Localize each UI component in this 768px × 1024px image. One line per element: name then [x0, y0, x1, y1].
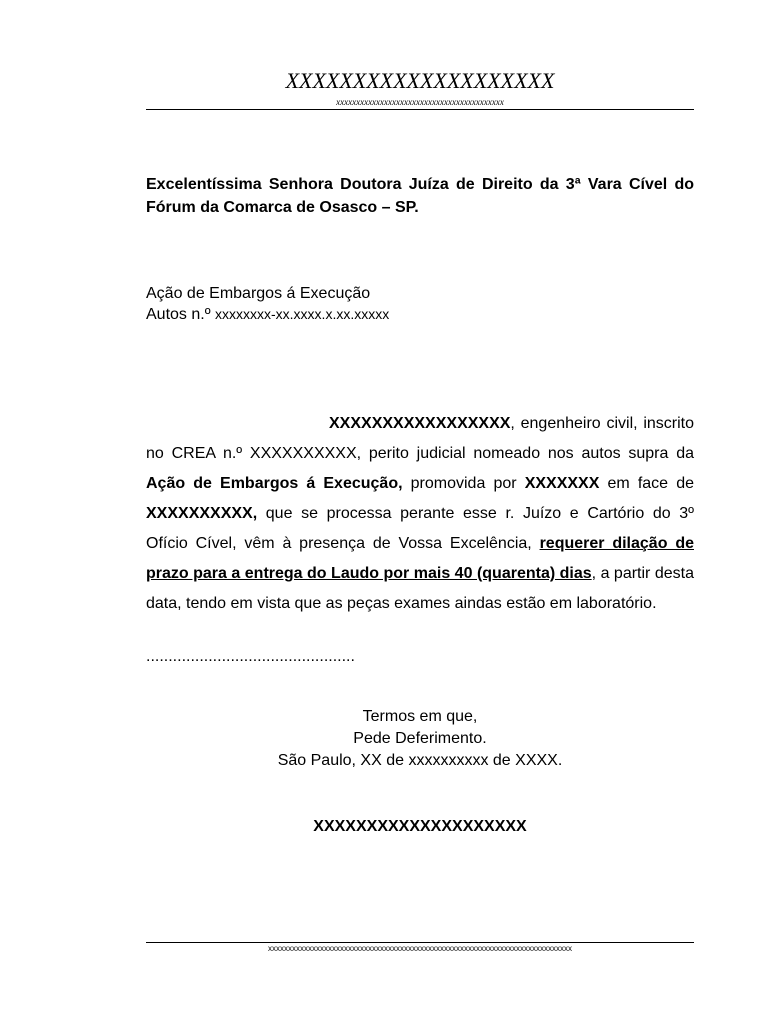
action-name: Ação de Embargos á Execução,: [146, 475, 403, 492]
closing-line-2: Pede Deferimento.: [353, 730, 487, 747]
petitioner-name: XXXXXXXXXXXXXXXXX: [329, 415, 511, 432]
closing-block: [146, 706, 694, 772]
header-divider: [146, 109, 694, 110]
letterhead-subtitle: xxxxxxxxxxxxxxxxxxxxxxxxxxxxxxxxxxxxxxxxxx: [336, 97, 504, 107]
case-info: [146, 283, 694, 325]
body-text-4: que se processa perante esse r. Juízo e Cartório do 3º Ofício Cível, vêm à presença de Vossa Excelência,: [146, 505, 694, 552]
petition-body: [146, 409, 694, 619]
footer-text: xxxxxxxxxxxxxxxxxxxxxxxxxxxxxxxxxxxxxxxxxxxxxxxxxxxxxxxxxxxxxxxxxxxxxxxxxxxx: [268, 944, 572, 953]
signature-name: XXXXXXXXXXXXXXXXXXXX: [313, 818, 527, 835]
closing-line-1: Termos em que,: [362, 708, 478, 725]
dotted-line: ...............................................: [146, 648, 355, 665]
body-text-3: em face de: [599, 475, 694, 492]
body-text-5: , a partir desta data, tendo em vista que as peças exames aindas estão em laboratório.: [146, 565, 694, 612]
letterhead-title: XXXXXXXXXXXXXXXXXXXX: [285, 68, 555, 93]
party-plaintiff: XXXXXXX: [524, 475, 600, 492]
case-autos: [146, 304, 694, 325]
body-text-2: promovida por: [402, 475, 525, 492]
case-action: Ação de Embargos á Execução: [146, 285, 371, 302]
footer-divider: [146, 942, 694, 943]
request-statement: requerer dilação de prazo para a entrega do Laudo por mais 40 (quarenta) dias: [146, 535, 694, 582]
closing-date: São Paulo, XX de xxxxxxxxxx de XXXX.: [277, 752, 563, 769]
body-text-1: , engenheiro civil, inscrito no CREA n.º XXXXXXXXXX, perito judicial nomeado nos autos supra da: [146, 415, 694, 462]
autos-label: Autos n.º: [146, 306, 211, 323]
addressee: Excelentíssima Senhora Doutora Juíza de Direito da 3ª Vara Cível do Fórum da Comarca de Osasco – SP.: [146, 176, 694, 216]
autos-number: xxxxxxxx-xx.xxxx.x.xx.xxxxx: [215, 306, 390, 322]
party-defendant: XXXXXXXXXX,: [146, 505, 258, 522]
